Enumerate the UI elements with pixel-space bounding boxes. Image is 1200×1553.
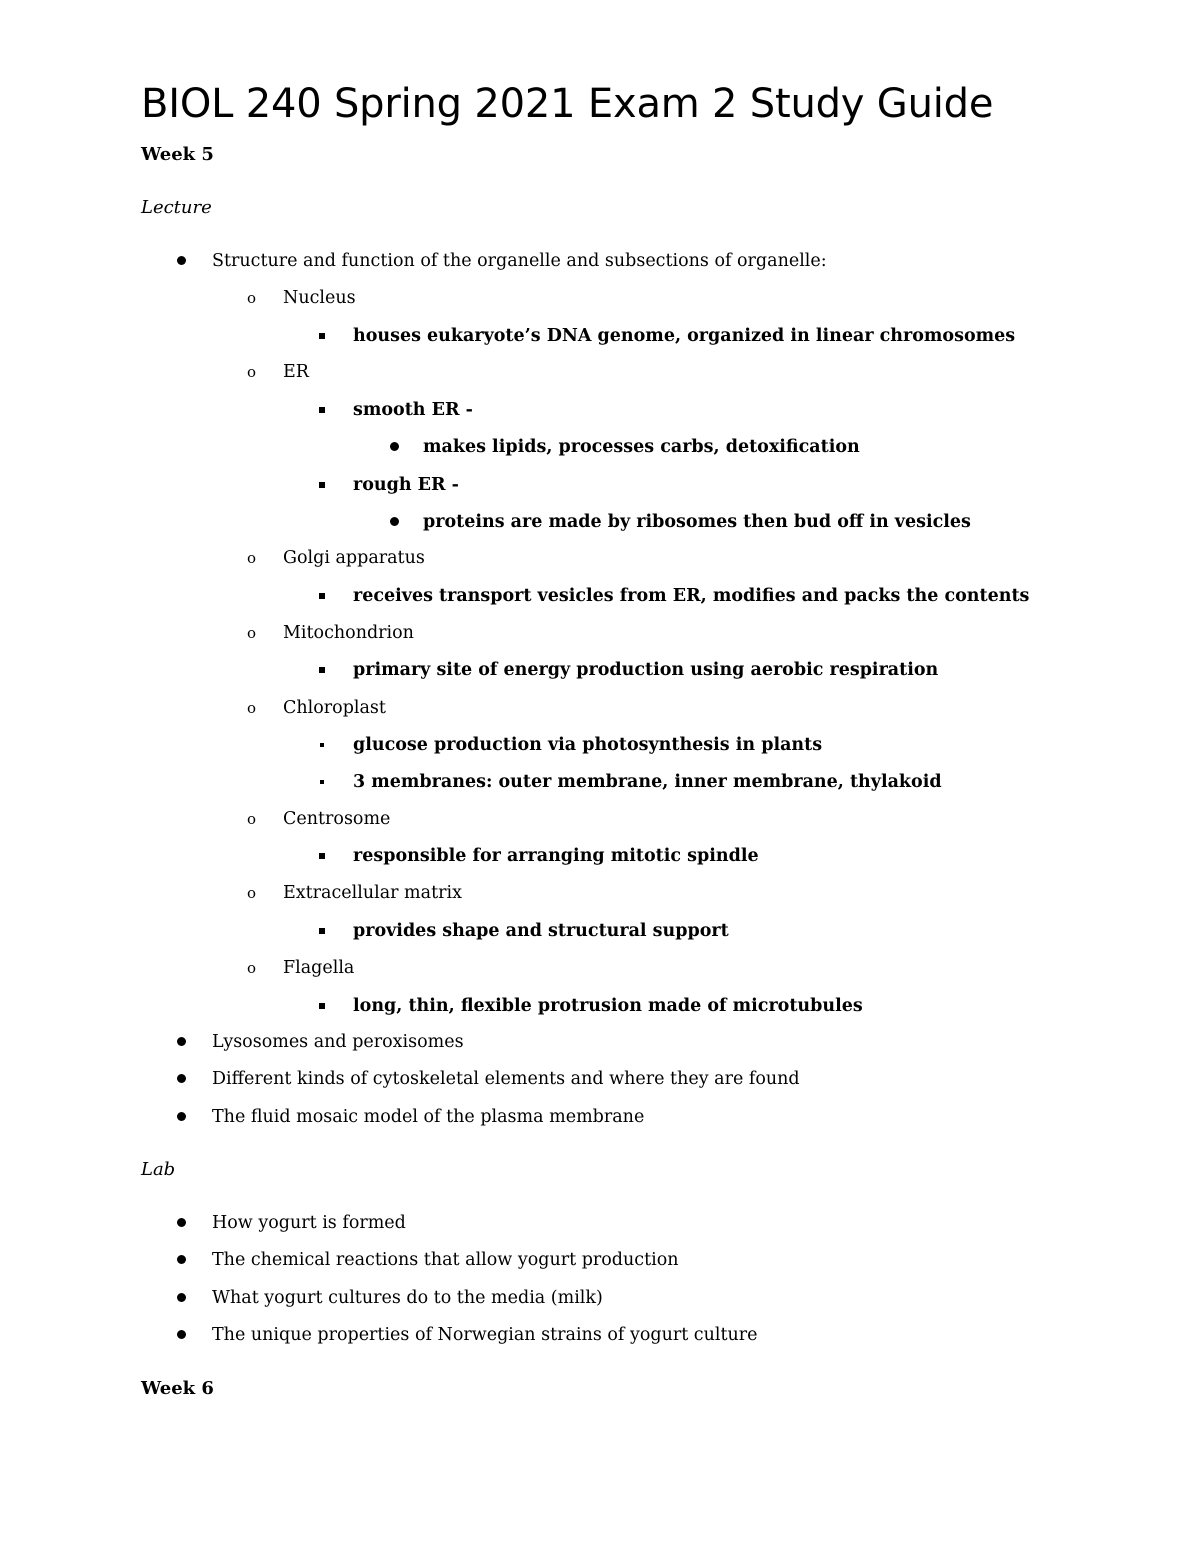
- square-bullet-icon: [319, 407, 325, 413]
- square-bullet-icon: [319, 853, 325, 859]
- square-bullet-icon: [319, 593, 325, 599]
- circle-bullet-icon: o: [247, 363, 257, 381]
- circle-bullet-icon: o: [247, 884, 257, 902]
- bullet-icon: [177, 1112, 186, 1121]
- bullet-icon: [177, 1037, 186, 1046]
- week-6-heading: Week 6: [141, 1378, 214, 1399]
- bullet-icon: [177, 1074, 186, 1083]
- bullet-icon: [177, 1255, 186, 1264]
- circle-bullet-icon: o: [247, 624, 257, 642]
- square-bullet-icon: [319, 1003, 325, 1009]
- lab-heading: Lab: [141, 1159, 176, 1180]
- circle-bullet-icon: o: [247, 699, 257, 717]
- bullet-icon: [177, 1293, 186, 1302]
- square-bullet-icon: [319, 333, 325, 339]
- circle-bullet-icon: o: [247, 810, 257, 828]
- week-5-heading: Week 5: [141, 144, 214, 165]
- page-title: BIOL 240 Spring 2021 Exam 2 Study Guide: [141, 81, 994, 127]
- square-bullet-icon: [320, 743, 324, 747]
- square-bullet-icon: [319, 667, 325, 673]
- bullet-icon: [177, 1218, 186, 1227]
- square-bullet-icon: [320, 780, 324, 784]
- circle-bullet-icon: o: [247, 959, 257, 977]
- bullet-icon: [177, 256, 186, 265]
- lecture-heading: Lecture: [141, 197, 212, 218]
- bullet-icon: [390, 517, 399, 526]
- circle-bullet-icon: o: [247, 289, 257, 307]
- circle-bullet-icon: o: [247, 549, 257, 567]
- bullet-icon: [177, 1330, 186, 1339]
- square-bullet-icon: [319, 928, 325, 934]
- bullet-icon: [390, 442, 399, 451]
- square-bullet-icon: [319, 482, 325, 488]
